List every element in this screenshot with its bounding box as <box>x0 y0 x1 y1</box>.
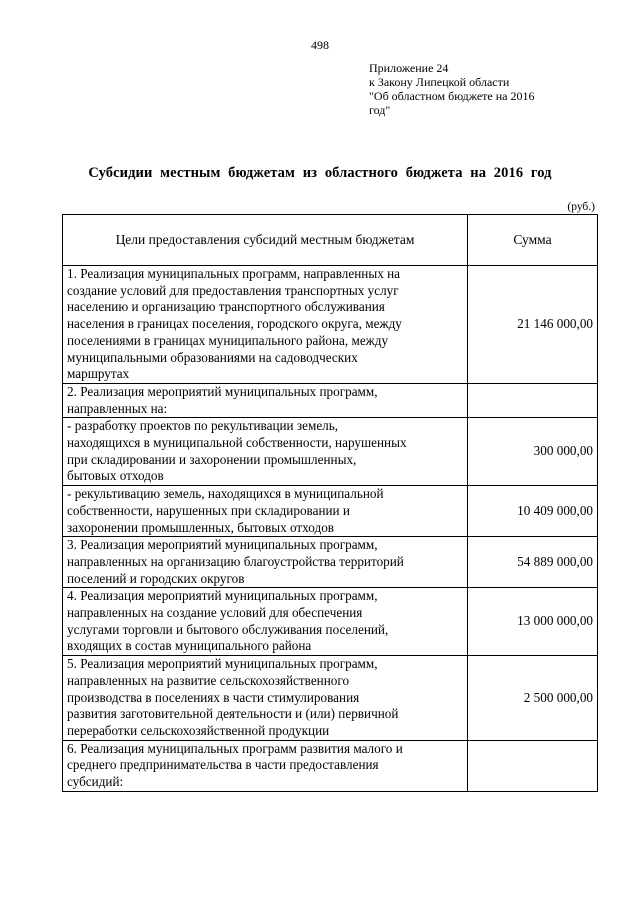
amount-cell: 21 146 000,00 <box>468 266 598 384</box>
purpose-text-line: 6. Реализация муниципальных программ развития малого и <box>67 740 403 756</box>
purpose-text-line: муниципальными образованиями на садоводческих <box>67 349 358 365</box>
appendix-line: к Закону Липецкой области <box>369 75 510 89</box>
purpose-cell <box>63 266 468 384</box>
purpose-column-header: Цели предоставления субсидий местным бюджетам <box>63 215 468 266</box>
purpose-text-line: - разработку проектов по рекультивации земель, <box>67 418 339 434</box>
purpose-text-line: направленных на: <box>67 400 168 416</box>
purpose-text-line: входящих в состав муниципального района <box>67 638 312 654</box>
purpose-text-line: направленных на организацию благоустройства территорий <box>67 553 404 569</box>
table-row <box>63 383 598 417</box>
amount-cell: 13 000 000,00 <box>468 588 598 656</box>
purpose-text-line: производства в поселениях в части стимулирования <box>67 689 360 705</box>
purpose-cell <box>63 588 468 656</box>
purpose-text-line: 3. Реализация мероприятий муниципальных программ, <box>67 537 378 553</box>
appendix-line: "Об областном бюджете на 2016 <box>369 89 535 103</box>
purpose-text-line: при складировании и захоронении промышленных, <box>67 451 357 467</box>
table-header-row <box>63 215 598 266</box>
table-row <box>63 588 598 656</box>
appendix-line: Приложение 24 <box>369 61 449 75</box>
purpose-text-line: направленных на создание условий для обеспечения <box>67 605 363 621</box>
purpose-text-line: 5. Реализация мероприятий муниципальных программ, <box>67 656 378 672</box>
purpose-text-line: 1. Реализация муниципальных программ, направленных на <box>67 266 400 281</box>
purpose-cell <box>63 418 468 486</box>
table-row <box>63 740 598 791</box>
purpose-text-line: направленных на развитие сельскохозяйственного <box>67 672 350 688</box>
purpose-cell <box>63 537 468 588</box>
appendix-line: год" <box>369 103 391 117</box>
purpose-cell <box>63 656 468 741</box>
purpose-text-line: поселениями в границах муниципального района, между <box>67 332 389 348</box>
purpose-text-line: создание условий для предоставления транспортных услуг <box>67 282 399 298</box>
purpose-text-line: субсидий: <box>67 774 124 790</box>
amount-column-header: Сумма <box>468 215 598 266</box>
purpose-text-line: услугами торговли и бытового обслуживания поселений, <box>67 621 389 637</box>
purpose-text-line: среднего предпринимательства в части предоставления <box>67 757 379 773</box>
purpose-text-line: поселений и городских округов <box>67 570 245 586</box>
amount-cell: 54 889 000,00 <box>468 537 598 588</box>
amount-cell: 2 500 000,00 <box>468 656 598 741</box>
table-row <box>63 537 598 588</box>
page-number: 498 <box>311 38 329 52</box>
purpose-text-line: захоронении промышленных, бытовых отходов <box>67 519 335 535</box>
table-row <box>63 656 598 741</box>
purpose-cell <box>63 486 468 537</box>
purpose-text-line: 4. Реализация мероприятий муниципальных программ, <box>67 588 378 604</box>
table-row <box>63 486 598 537</box>
purpose-cell <box>63 740 468 791</box>
purpose-text-line: населению и организацию транспортного обслуживания <box>67 299 385 315</box>
purpose-text-line: маршрутах <box>67 366 130 382</box>
purpose-text-line: развития заготовительной деятельности и (или) первичной <box>67 706 399 722</box>
currency-units: (руб.) <box>567 201 595 213</box>
amount-cell: 10 409 000,00 <box>468 486 598 537</box>
appendix-reference <box>369 61 619 117</box>
table-row <box>63 418 598 486</box>
purpose-text-line: бытовых отходов <box>67 468 164 484</box>
table-row <box>63 266 598 384</box>
amount-cell <box>468 740 598 791</box>
purpose-text-line: 2. Реализация мероприятий муниципальных программ, <box>67 383 378 399</box>
purpose-text-line: находящихся в муниципальной собственности, нарушенных <box>67 435 407 451</box>
purpose-text-line: переработки сельскохозяйственной продукции <box>67 722 330 738</box>
purpose-text-line: - рекультивацию земель, находящихся в муниципальной <box>67 486 384 502</box>
purpose-text-line: населения в границах поселения, городского округа, между <box>67 316 402 332</box>
amount-cell: 300 000,00 <box>468 418 598 486</box>
subsidies-table <box>62 214 598 792</box>
amount-cell <box>468 383 598 417</box>
purpose-text-line: собственности, нарушенных при складировании и <box>67 502 350 518</box>
document-title: Субсидии местным бюджетам из областного бюджета на 2016 год <box>88 165 552 181</box>
purpose-cell <box>63 383 468 417</box>
